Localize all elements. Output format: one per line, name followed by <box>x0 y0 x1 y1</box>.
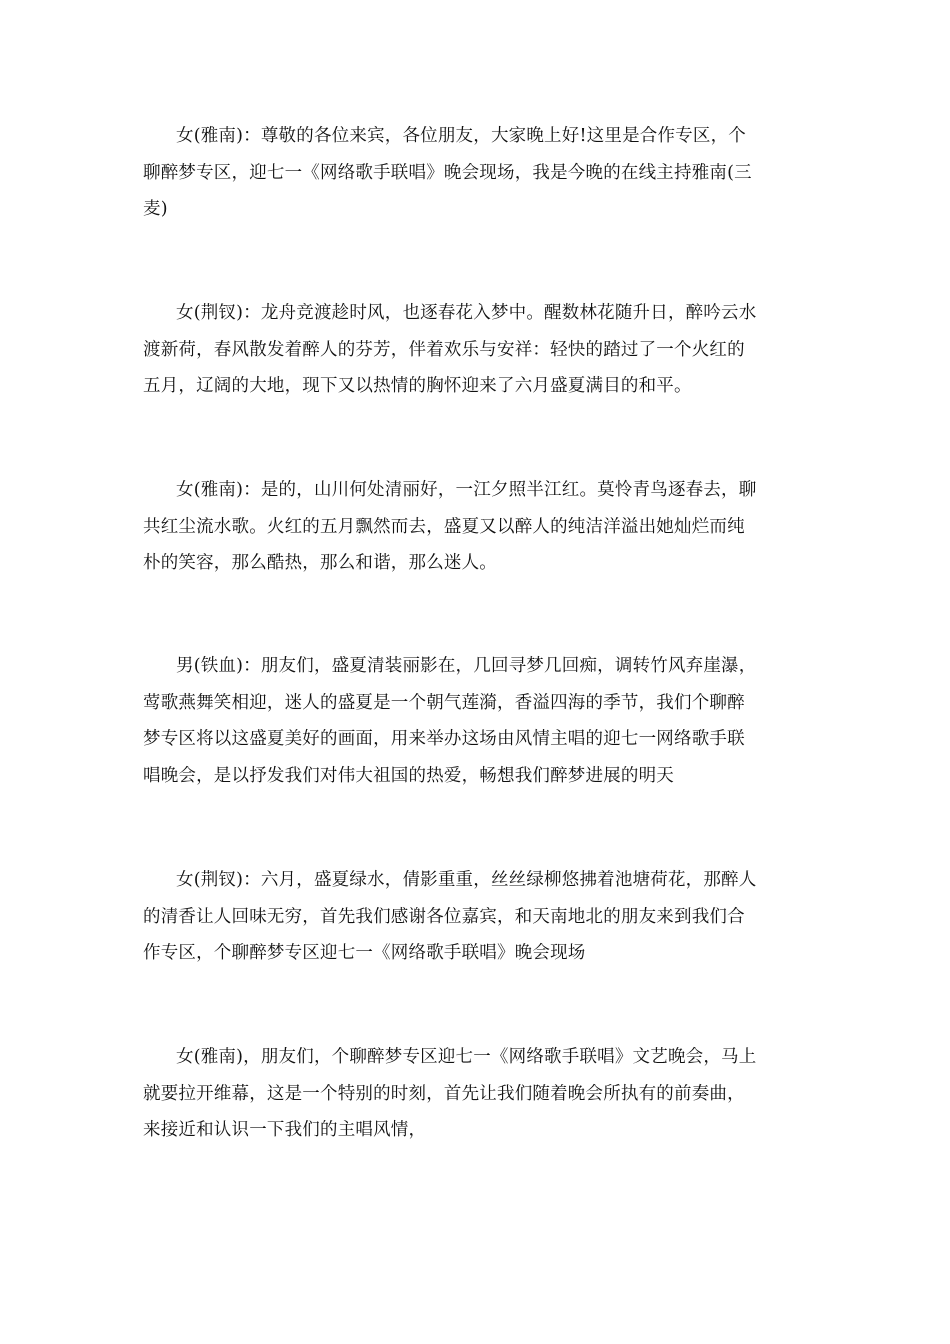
text-line: 作专区，个聊醉梦专区迎七一《网络歌手联唱》晚会现场 <box>143 943 586 963</box>
text-line: 女(荆钗)：龙舟竞渡趁时风，也逐春花入梦中。醒数林花随升日，醉吟云水 <box>176 303 757 323</box>
text-line: 女(雅南)，朋友们，个聊醉梦专区迎七一《网络歌手联唱》文艺晚会，马上 <box>176 1047 757 1067</box>
paragraph-4 <box>143 648 808 794</box>
text-line: 就要拉开维幕，这是一个特别的时刻，首先让我们随着晚会所执有的前奏曲， <box>143 1083 745 1104</box>
text-line: 共红尘流水歌。火红的五月飘然而去，盛夏又以醉人的纯洁洋溢出她灿烂而纯 <box>143 516 745 537</box>
paragraph-2 <box>143 295 808 405</box>
text-line: 莺歌燕舞笑相迎，迷人的盛夏是一个朝气莲漪，香溢四海的季节，我们个聊醉 <box>143 692 745 713</box>
text-line: 渡新荷，春风散发着醉人的芬芳，伴着欢乐与安祥：轻快的踏过了一个火红的 <box>143 339 745 360</box>
text-line: 梦专区将以这盛夏美好的画面，用来举办这场由风情主唱的迎七一网络歌手联 <box>143 729 745 749</box>
text-line: 女(荆钗)：六月，盛夏绿水，倩影重重，丝丝绿柳悠拂着池塘荷花，那醉人 <box>176 870 757 890</box>
paragraph-6 <box>143 1039 808 1149</box>
text-line: 来接近和认识一下我们的主唱风情， <box>143 1120 427 1140</box>
text-line: 女(雅南)：尊敬的各位来宾，各位朋友，大家晚上好!这里是合作专区，个 <box>176 126 746 146</box>
text-line: 聊醉梦专区，迎七一《网络歌手联唱》晚会现场，我是今晚的在线主持雅南(三 <box>143 162 752 183</box>
text-line: 五月，辽阔的大地，现下又以热情的胸怀迎来了六月盛夏满目的和平。 <box>143 376 692 396</box>
paragraph-5 <box>143 862 808 972</box>
paragraph-3 <box>143 472 808 582</box>
text-line: 唱晚会，是以抒发我们对伟大祖国的热爱，畅想我们醉梦进展的明天 <box>143 765 674 786</box>
text-line: 朴的笑容，那么酷热，那么和谐，那么迷人。 <box>143 553 497 573</box>
text-line: 的清香让人回味无穷，首先我们感谢各位嘉宾，和天南地北的朋友来到我们合 <box>143 906 745 927</box>
text-line: 男(铁血)：朋友们，盛夏清装丽影在，几回寻梦几回痴，调转竹风弃崖瀑， <box>176 656 757 676</box>
paragraph-1 <box>143 118 808 228</box>
text-line: 女(雅南)：是的，山川何处清丽好，一江夕照半江红。莫怜青鸟逐春去，聊 <box>176 480 757 500</box>
text-line: 麦) <box>143 199 168 219</box>
